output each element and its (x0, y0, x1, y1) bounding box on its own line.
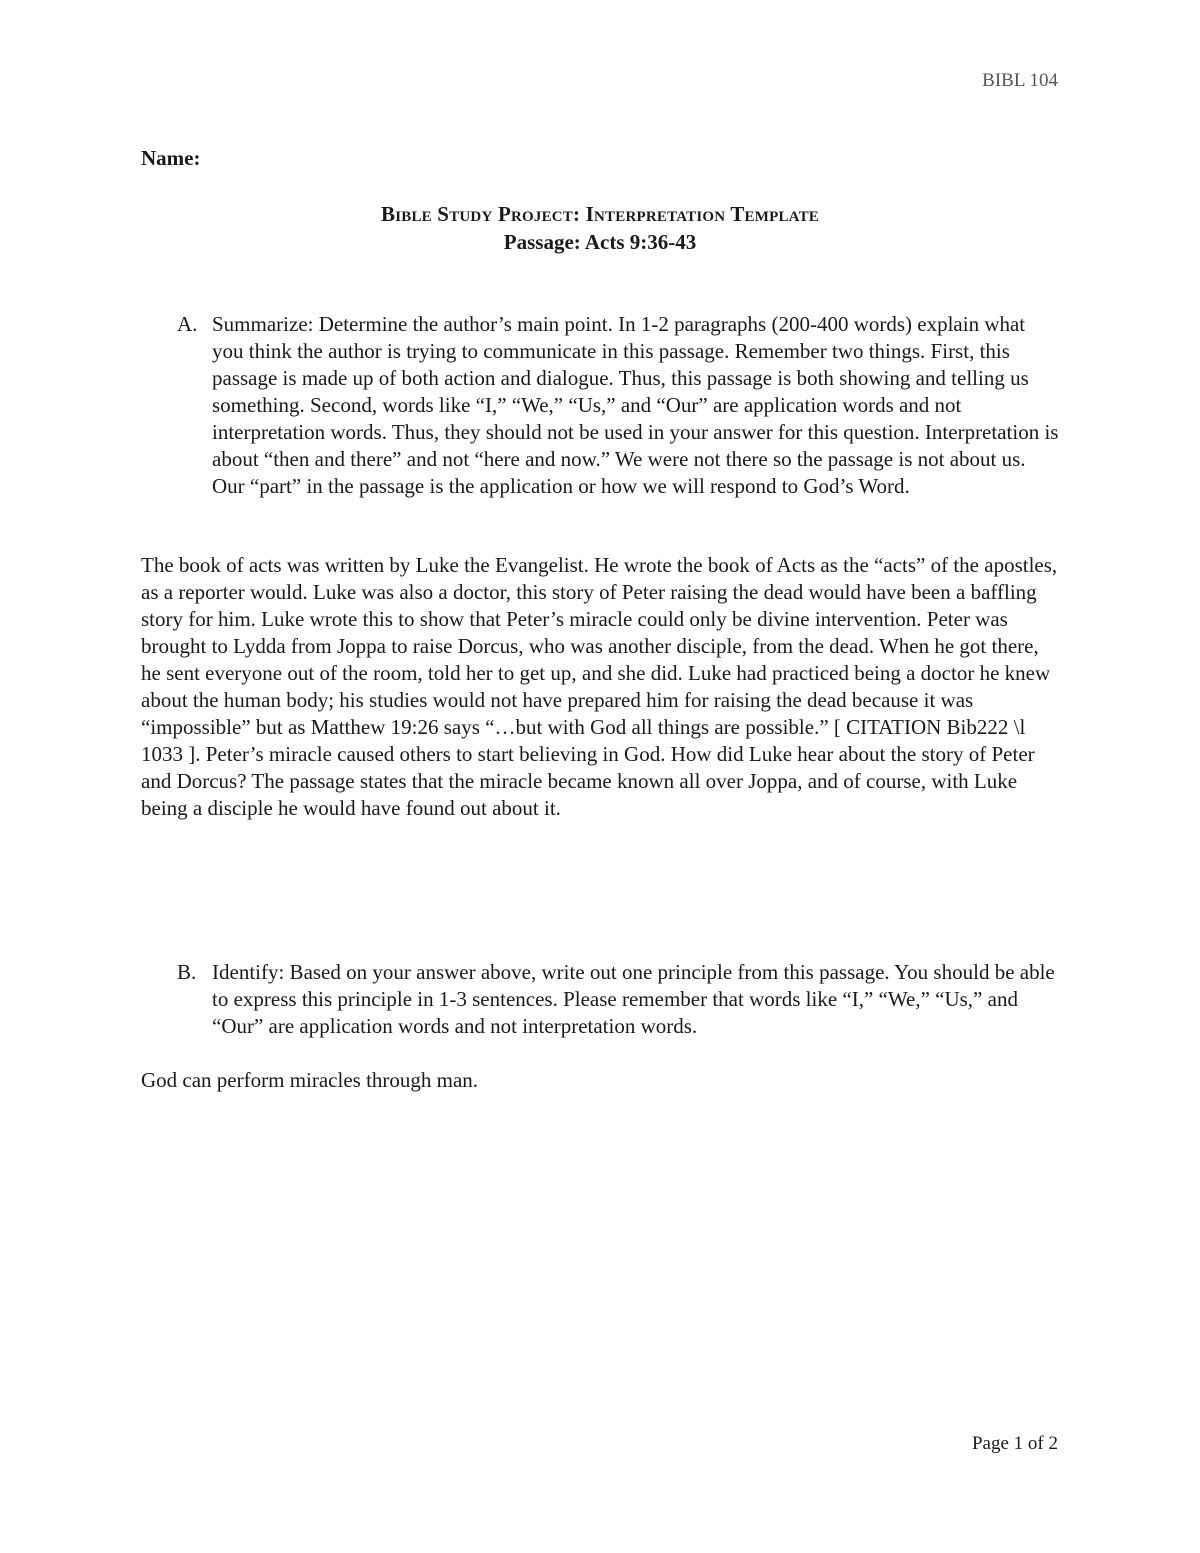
question-a-text: Summarize: Determine the author’s main point. In 1-2 paragraphs (200-400 words) explain what you think the author is trying to communicate in this passage. Remember two things. First, this passage is made up of both action and dialogue. Thus, this passage is both showing and telling us something. Second, words like “I,” “We,” “Us,” and “Our” are application words and not interpretation words. Thus, they should not be used in your answer for this question. Interpretation is about “then and there” and not “here and now.” We were not there so the passage is not about us. Our “part” in the passage is the application or how we will respond to God’s Word. (212, 312, 1059, 498)
course-code: BIBL 104 (982, 70, 1058, 91)
answer-a: The book of acts was written by Luke the Evangelist. He wrote the book of Acts as the “acts” of the apostles, as a reporter would. Luke was also a doctor, this story of Peter raising the dead would have been a baffling story for him. Luke wrote this to show that Peter’s miracle could only be divine intervention. Peter was brought to Lydda from Joppa to raise Dorcus, who was another disciple, from the dead. When he got there, he sent everyone out of the room, told her to get up, and she did. Luke had practiced being a doctor he knew about the human body; his studies would not have prepared him for raising the dead because it was “impossible” but as Matthew 19:26 says “…but with God all things are possible.” [ CITATION Bib222 \l 1033 ]. Peter’s miracle caused others to start believing in God. How did Luke hear about the story of Peter and Dorcus? The passage states that the miracle became known all over Joppa, and of course, with Luke being a disciple he would have found out about it. (141, 553, 1058, 820)
question-a-letter: A. (177, 312, 198, 336)
answer-b: God can perform miracles through man. (141, 1068, 479, 1092)
question-b-text: Identify: Based on your answer above, write out one principle from this passage. You should be able to express this principle in 1-3 sentences. Please remember that words like “I,” “We,” “Us,” and “Our” are application words and not interpretation words. (212, 960, 1055, 1038)
name-label: Name: (141, 146, 201, 170)
title-block (0, 200, 1200, 256)
question-a (141, 311, 1061, 500)
page-indicator: Page 1 of 2 (971, 1433, 1058, 1454)
document-title: Bible Study Project: Interpretation Template (381, 202, 819, 226)
passage-reference: Passage: Acts 9:36-43 (503, 230, 697, 254)
question-b (141, 959, 1061, 1040)
question-b-letter: B. (177, 960, 197, 984)
